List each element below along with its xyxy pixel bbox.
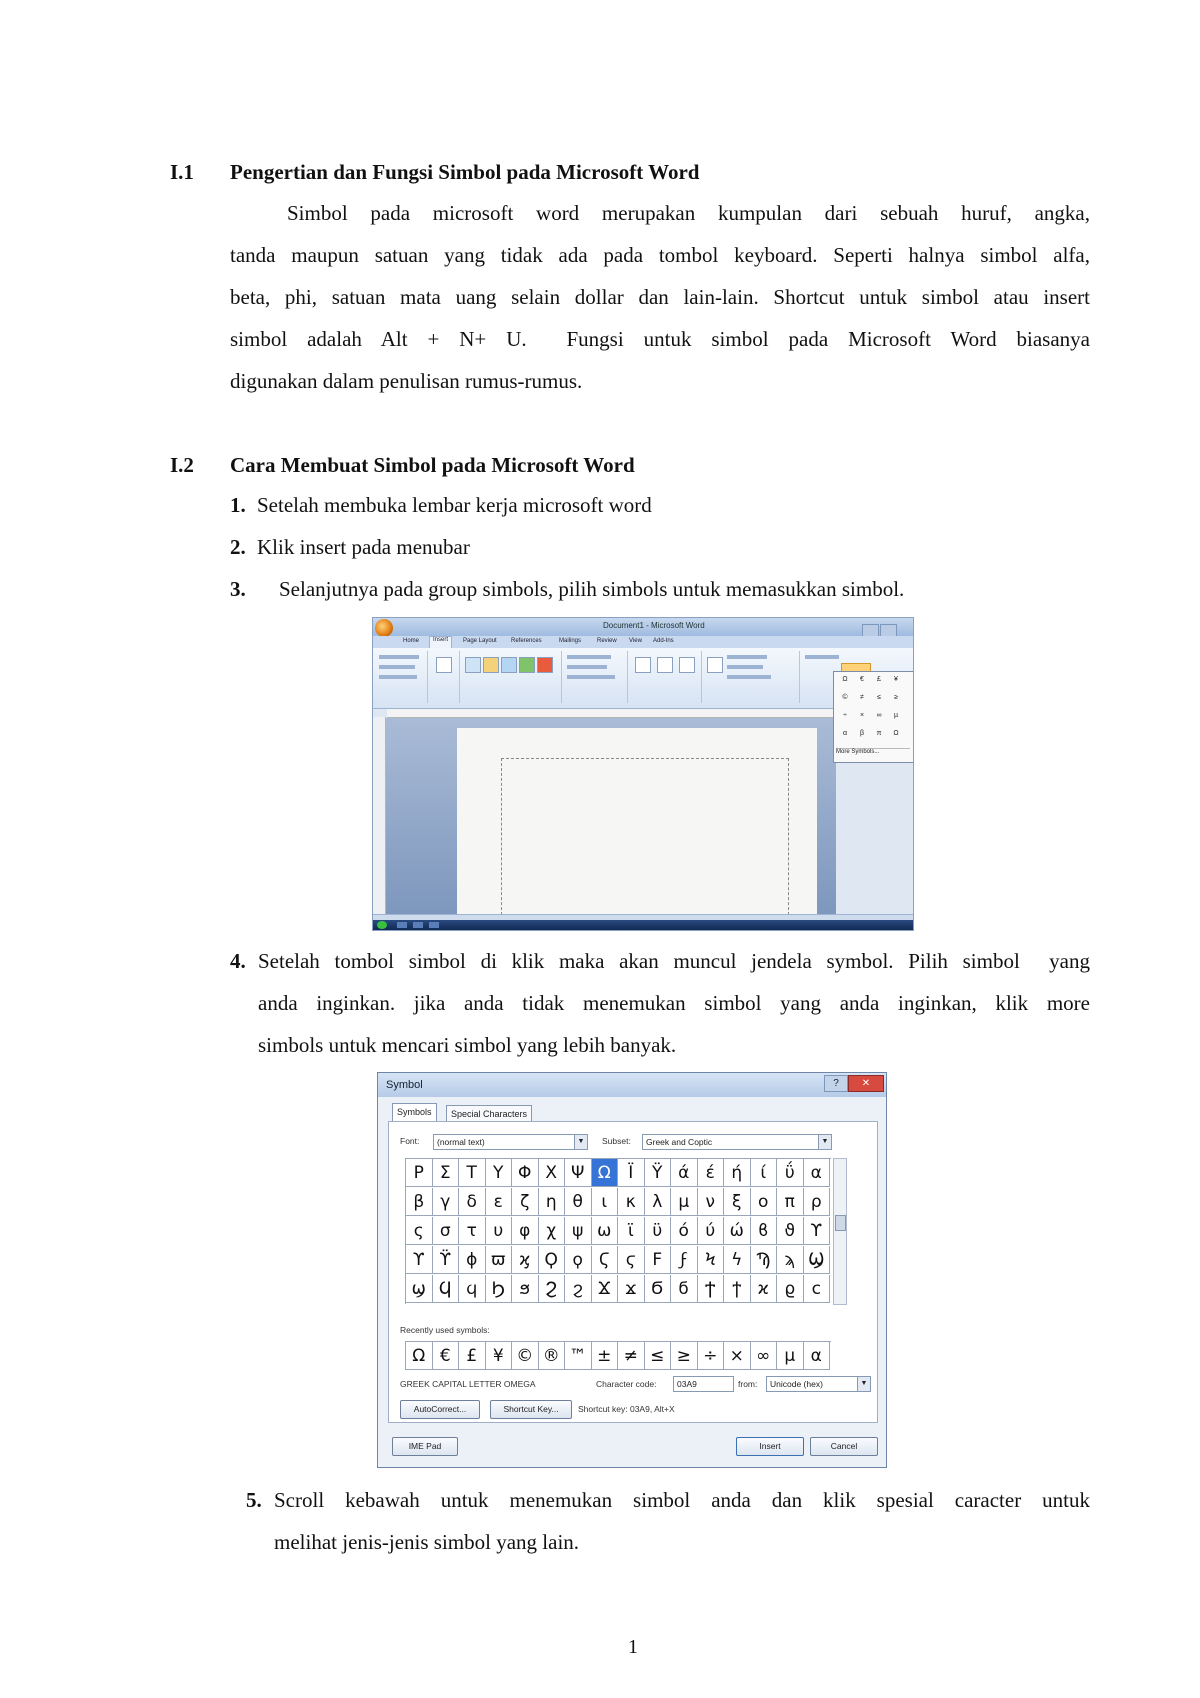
symbol-grid-cell[interactable]: ϒ	[804, 1217, 831, 1245]
symbol-cell: π	[876, 730, 882, 737]
symbol-grid-cell[interactable]: ϛ	[618, 1246, 645, 1274]
symbol-cell: ©	[842, 694, 848, 701]
ribbon-group-links	[563, 651, 628, 703]
taskbar-app-icon	[429, 922, 439, 928]
vertical-ruler	[373, 717, 386, 915]
ribbon-group-text	[703, 651, 800, 703]
recent-symbol-cell[interactable]: ≥	[671, 1342, 698, 1370]
recent-symbol-cell[interactable]: Ω	[406, 1342, 433, 1370]
dialog-title: Symbol	[386, 1079, 423, 1091]
symbol-grid-cell[interactable]: ά	[671, 1159, 698, 1187]
section2-number: I.2	[170, 453, 194, 477]
step-line: anda inginkan. jika anda tidak menemukan simbol yang anda inginkan, klik more	[258, 991, 1090, 1015]
character-name: GREEK CAPITAL LETTER OMEGA	[400, 1379, 536, 1389]
symbol-grid-cell[interactable]: Ϩ	[539, 1275, 566, 1303]
symbol-grid-cell[interactable]: ϑ	[777, 1217, 804, 1245]
start-button-icon	[377, 921, 387, 929]
symbol-cell: µ	[893, 712, 899, 719]
step-2	[230, 535, 470, 560]
ribbon-tab: View	[629, 638, 642, 644]
step-number: 2.	[230, 535, 246, 559]
ribbon-tab: References	[511, 638, 542, 644]
symbol-grid	[405, 1158, 831, 1304]
symbol-grid-cell[interactable]: λ	[645, 1188, 672, 1216]
symbol-grid-cell[interactable]: κ	[618, 1188, 645, 1216]
chevron-down-icon: ▼	[857, 1377, 870, 1391]
symbol-grid-cell[interactable]: ϕ	[459, 1246, 486, 1274]
ime-pad-button: IME Pad	[392, 1437, 458, 1456]
symbol-cell: α	[842, 730, 848, 737]
symbol-grid-cell[interactable]: Ω	[592, 1159, 619, 1187]
symbol-cell: ×	[859, 712, 865, 719]
recent-symbol-cell[interactable]: µ	[777, 1342, 804, 1370]
symbol-grid-cell[interactable]: ϣ	[406, 1275, 433, 1303]
recent-symbols-label: Recently used symbols:	[400, 1325, 490, 1335]
picture-icon	[465, 657, 481, 673]
recent-symbol-cell[interactable]: €	[433, 1342, 460, 1370]
symbol-grid-cell[interactable]: δ	[459, 1188, 486, 1216]
recent-symbols-grid	[405, 1341, 831, 1370]
ribbon-group-tables	[429, 651, 460, 703]
section1-number: I.1	[170, 160, 194, 184]
symbol-grid-cell[interactable]: ΰ	[777, 1159, 804, 1187]
symbol-cell: £	[877, 676, 881, 683]
symbol-grid-cell[interactable]: ύ	[698, 1217, 725, 1245]
symbol-grid-cell[interactable]: ί	[751, 1159, 778, 1187]
cancel-button: Cancel	[810, 1437, 878, 1456]
window-controls	[861, 620, 911, 633]
symbol-grid-cell[interactable]: ϧ	[512, 1275, 539, 1303]
ribbon	[373, 648, 913, 709]
recent-symbol-cell[interactable]: α	[804, 1342, 831, 1370]
symbol-grid-cell[interactable]: Ϟ	[698, 1246, 725, 1274]
symbol-cell: €	[860, 676, 864, 683]
autocorrect-button: AutoCorrect...	[400, 1400, 480, 1419]
symbol-grid-cell[interactable]: μ	[671, 1188, 698, 1216]
word-titlebar	[373, 618, 913, 636]
symbol-cell: ∞	[876, 712, 882, 719]
symbol-grid-cell[interactable]: ϱ	[777, 1275, 804, 1303]
symbol-grid-cell[interactable]: ό	[671, 1217, 698, 1245]
ribbon-group-pages	[375, 651, 428, 703]
taskbar-app-icon	[397, 922, 407, 928]
symbol-grid-cell[interactable]: ϙ	[565, 1246, 592, 1274]
step-number: 1.	[230, 493, 246, 517]
symbol-grid-cell[interactable]: α	[804, 1159, 831, 1187]
symbol-grid-cell[interactable]: χ	[539, 1217, 566, 1245]
taskbar-app-icon	[413, 922, 423, 928]
insert-button: Insert	[736, 1437, 804, 1456]
symbol-grid-cell[interactable]: ϒ	[406, 1246, 433, 1274]
symbol-dialog-screenshot	[377, 1072, 887, 1468]
section1-line: simbol adalah Alt + N+ U. Fungsi untuk simbol pada Microsoft Word biasanya	[230, 327, 1090, 351]
step-4	[230, 940, 1090, 1066]
symbol-dropdown	[833, 671, 914, 763]
symbol-grid-cell[interactable]: ξ	[724, 1188, 751, 1216]
symbol-grid-cell[interactable]: ρ	[804, 1188, 831, 1216]
symbol-grid-cell[interactable]: ϥ	[459, 1275, 486, 1303]
shapes-icon	[501, 657, 517, 673]
ribbon-tab-insert: Insert	[429, 636, 452, 648]
word-window-screenshot	[372, 617, 914, 931]
symbol-grid-cell[interactable]: Ϯ	[698, 1275, 725, 1303]
step-line: simbols untuk mencari simbol yang lebih banyak.	[258, 1033, 677, 1057]
step-number: 4.	[230, 949, 246, 973]
symbol-grid-cell[interactable]: Υ	[486, 1159, 513, 1187]
font-select-value: (normal text)	[437, 1137, 485, 1147]
symbol-grid-cell[interactable]: ϔ	[433, 1246, 460, 1274]
table-icon	[436, 657, 452, 673]
ribbon-tabs	[373, 636, 913, 648]
symbol-grid-cell[interactable]: ζ	[512, 1188, 539, 1216]
symbol-grid-cell[interactable]: Ϙ	[539, 1246, 566, 1274]
symbol-cell: Ω	[842, 676, 848, 683]
symbol-grid-cell[interactable]: Ϫ	[592, 1275, 619, 1303]
symbol-grid-cell[interactable]: ϫ	[618, 1275, 645, 1303]
symbol-grid-cell[interactable]: Ϥ	[433, 1275, 460, 1303]
subset-select	[642, 1134, 832, 1150]
recent-symbol-cell[interactable]: ¥	[486, 1342, 513, 1370]
tab-special-characters: Special Characters	[446, 1105, 532, 1122]
recent-symbol-cell[interactable]: ™	[565, 1342, 592, 1370]
ribbon-group-illustrations	[461, 651, 562, 703]
dialog-titlebar	[378, 1073, 886, 1097]
section1-paragraph	[230, 192, 1090, 402]
recent-symbol-cell[interactable]: ≤	[645, 1342, 672, 1370]
symbol-grid-cell[interactable]: Ϋ	[645, 1159, 672, 1187]
step-1	[230, 493, 652, 518]
shortcut-key-text: Shortcut key: 03A9, Alt+X	[578, 1404, 675, 1414]
symbol-grid-cell[interactable]: θ	[565, 1188, 592, 1216]
symbol-grid-cell[interactable]: ϋ	[645, 1217, 672, 1245]
ribbon-tab: Review	[597, 638, 617, 644]
step-text: Selanjutnya pada group simbols, pilih simbols untuk memasukkan simbol.	[279, 577, 905, 601]
ribbon-tab: Page Layout	[463, 638, 497, 644]
font-select	[433, 1134, 588, 1150]
symbol-grid-cell[interactable]: ω	[592, 1217, 619, 1245]
symbol-cell: ≤	[877, 694, 881, 701]
ribbon-tab: Add-Ins	[653, 638, 674, 644]
office-button-icon	[375, 619, 393, 637]
symbol-grid-cell[interactable]: Ϣ	[804, 1246, 831, 1274]
page-number-icon	[679, 657, 695, 673]
taskbar	[373, 920, 913, 930]
header-icon	[635, 657, 651, 673]
page-number: 1	[628, 1636, 638, 1658]
ribbon-tab: Home	[403, 638, 420, 644]
symbol-grid-cell[interactable]: ϩ	[565, 1275, 592, 1303]
scroll-thumb	[835, 1215, 846, 1231]
symbol-grid-cell[interactable]: Ϛ	[592, 1246, 619, 1274]
word-window-title: Document1 - Microsoft Word	[603, 621, 705, 630]
step-line: Setelah tombol simbol di klik maka akan muncul jendela symbol. Pilih simbol yang	[258, 949, 1090, 973]
horizontal-ruler	[387, 709, 833, 718]
chevron-down-icon: ▼	[574, 1135, 587, 1149]
step-5	[246, 1479, 1090, 1563]
section1-line: beta, phi, satuan mata uang selain dollar dan lain-lain. Shortcut untuk simbol atau insert	[230, 285, 1090, 309]
symbol-grid-cell[interactable]: Σ	[433, 1159, 460, 1187]
step-3	[230, 577, 904, 602]
recent-symbol-cell[interactable]: ©	[512, 1342, 539, 1370]
step-text: Klik insert pada menubar	[257, 535, 470, 559]
symbol-grid-cell[interactable]: Ϝ	[645, 1246, 672, 1274]
symbol-grid-cell[interactable]: Χ	[539, 1159, 566, 1187]
tab-symbols: Symbols	[392, 1103, 437, 1122]
symbol-grid-cell[interactable]: ή	[724, 1159, 751, 1187]
page-margin-guide	[501, 758, 789, 920]
symbol-grid-cell[interactable]: ϗ	[512, 1246, 539, 1274]
close-icon: ✕	[848, 1075, 884, 1092]
symbol-grid-cell[interactable]: ν	[698, 1188, 725, 1216]
recent-symbol-cell[interactable]: ±	[592, 1342, 619, 1370]
symbol-grid-cell[interactable]: ε	[486, 1188, 513, 1216]
symbol-grid-cell[interactable]: Ψ	[565, 1159, 592, 1187]
footer-icon	[657, 657, 673, 673]
symbol-grid-cell[interactable]: ϭ	[671, 1275, 698, 1303]
symbol-grid-cell[interactable]: έ	[698, 1159, 725, 1187]
symbol-grid-scrollbar	[833, 1158, 847, 1305]
symbol-grid-cell[interactable]: ι	[592, 1188, 619, 1216]
symbol-cell: β	[859, 730, 865, 737]
symbol-grid-cell[interactable]: σ	[433, 1217, 460, 1245]
recent-symbol-cell[interactable]: ®	[539, 1342, 566, 1370]
textbox-icon	[707, 657, 723, 673]
character-code-label: Character code:	[596, 1379, 657, 1389]
symbol-grid-cell[interactable]: π	[777, 1188, 804, 1216]
from-label: from:	[738, 1379, 758, 1389]
font-label: Font:	[400, 1136, 420, 1146]
symbol-grid-cell[interactable]: ϲ	[804, 1275, 831, 1303]
symbol-grid-cell[interactable]: ϝ	[671, 1246, 698, 1274]
section1-line: digunakan dalam penulisan rumus-rumus.	[230, 369, 583, 393]
symbol-cell: ¥	[894, 676, 898, 683]
symbol-grid-cell[interactable]: υ	[486, 1217, 513, 1245]
symbol-grid-cell[interactable]: γ	[433, 1188, 460, 1216]
step-number: 5.	[246, 1488, 262, 1512]
symbol-grid-cell[interactable]: Ϧ	[486, 1275, 513, 1303]
symbol-grid-cell[interactable]: ϐ	[751, 1217, 778, 1245]
symbol-grid-cell[interactable]: Τ	[459, 1159, 486, 1187]
symbol-grid-cell[interactable]: ϯ	[724, 1275, 751, 1303]
symbol-grid-cell[interactable]: ώ	[724, 1217, 751, 1245]
symbol-cell: ≠	[860, 694, 864, 701]
help-icon: ?	[824, 1075, 848, 1092]
section1-line: Simbol pada microsoft word merupakan kumpulan dari sebuah huruf, angka,	[287, 201, 1090, 225]
symbol-cell: ÷	[843, 712, 847, 719]
symbol-grid-cell[interactable]: Ϭ	[645, 1275, 672, 1303]
subset-select-value: Greek and Coptic	[646, 1137, 713, 1147]
section2-title: Cara Membuat Simbol pada Microsoft Word	[230, 453, 635, 477]
section1-title: Pengertian dan Fungsi Simbol pada Microsoft Word	[230, 160, 700, 184]
symbol-cell: ≥	[894, 694, 898, 701]
symbol-grid-cell[interactable]: β	[406, 1188, 433, 1216]
symbol-grid-cell[interactable]: Ϡ	[751, 1246, 778, 1274]
ribbon-tab: Mailings	[559, 638, 582, 644]
step-line: melihat jenis-jenis simbol yang lain.	[274, 1530, 580, 1554]
section1-line: tanda maupun satuan yang tidak ada pada tombol keyboard. Seperti halnya simbol alfa,	[230, 243, 1090, 267]
symbol-grid-cell[interactable]: φ	[512, 1217, 539, 1245]
character-code-value: 03A9	[677, 1379, 697, 1389]
symbol-grid-cell[interactable]: η	[539, 1188, 566, 1216]
symbol-grid-cell[interactable]: Ϊ	[618, 1159, 645, 1187]
shortcut-key-button: Shortcut Key...	[490, 1400, 572, 1419]
symbol-grid-cell[interactable]: ϡ	[777, 1246, 804, 1274]
step-number: 3.	[230, 577, 246, 601]
symbol-grid-cell[interactable]: ψ	[565, 1217, 592, 1245]
symbol-grid-cell[interactable]: Φ	[512, 1159, 539, 1187]
ribbon-group-header-footer	[629, 651, 702, 703]
smartart-icon	[519, 657, 535, 673]
recent-symbol-cell[interactable]: ×	[724, 1342, 751, 1370]
symbol-grid-cell[interactable]: τ	[459, 1217, 486, 1245]
subset-label: Subset:	[602, 1136, 631, 1146]
recent-symbol-cell[interactable]: ∞	[751, 1342, 778, 1370]
character-code-input	[673, 1376, 734, 1392]
symbol-grid-cell[interactable]: ς	[406, 1217, 433, 1245]
symbol-grid-cell[interactable]: ϖ	[486, 1246, 513, 1274]
symbol-grid-cell[interactable]: ϰ	[751, 1275, 778, 1303]
more-symbols-item: More Symbols...	[836, 748, 910, 759]
chevron-down-icon: ▼	[818, 1135, 831, 1149]
recent-symbol-cell[interactable]: £	[459, 1342, 486, 1370]
symbol-grid-cell[interactable]: ο	[751, 1188, 778, 1216]
from-select	[766, 1376, 871, 1392]
step-text: Setelah membuka lembar kerja microsoft word	[257, 493, 652, 517]
chart-icon	[537, 657, 553, 673]
symbol-grid-cell[interactable]: ϊ	[618, 1217, 645, 1245]
symbol-grid-cell[interactable]: Ρ	[406, 1159, 433, 1187]
recent-symbol-cell[interactable]: ≠	[618, 1342, 645, 1370]
step-line: Scroll kebawah untuk menemukan simbol anda dan klik spesial caracter untuk	[274, 1488, 1090, 1512]
recent-symbol-cell[interactable]: ÷	[698, 1342, 725, 1370]
from-select-value: Unicode (hex)	[770, 1379, 823, 1389]
symbol-grid-cell[interactable]: ϟ	[724, 1246, 751, 1274]
symbol-cell: Ω	[893, 730, 899, 737]
clipart-icon	[483, 657, 499, 673]
